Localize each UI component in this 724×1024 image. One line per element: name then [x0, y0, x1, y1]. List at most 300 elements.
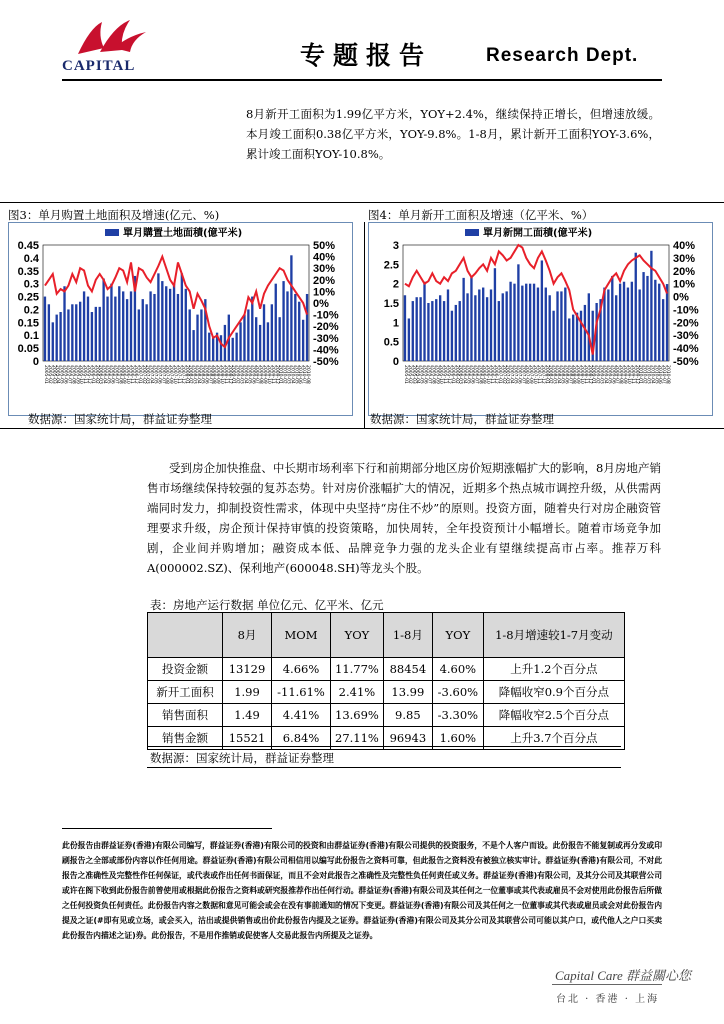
bar — [235, 333, 237, 361]
bar — [627, 288, 629, 361]
bar — [294, 294, 296, 361]
x-tick-label: 2005-08 — [430, 365, 436, 384]
intro-paragraph: 8月新开工面积为1.99亿平方米，YOY+2.4%，继续保持正增长，但增速放缓。本月竣工面积0.38亿平方米，YOY-9.8%。1-8月，累计新开工面积YOY-3.6%，累计竣工面积YOY-10.8%。 — [246, 107, 660, 161]
x-tick-label: 2008-09 — [575, 365, 581, 384]
y-right-tick-label: 30% — [673, 252, 696, 265]
y-right-tick-label: 20% — [673, 265, 696, 278]
bar — [212, 338, 214, 361]
x-tick-label: 2005-10 — [78, 365, 84, 384]
bar — [149, 291, 151, 361]
x-tick-label: 2008-01 — [183, 365, 189, 384]
y-right-tick-label: -10% — [673, 304, 699, 317]
x-tick-label: 2005-10 — [438, 365, 444, 384]
x-tick-label: 2007-02 — [500, 365, 506, 384]
x-tick-label: 2008-04 — [195, 365, 201, 384]
x-tick-label: 2008-10 — [578, 365, 584, 384]
x-tick-label: 2010-01 — [277, 365, 283, 384]
x-tick-label: 2010-07 — [661, 365, 667, 384]
bar — [427, 303, 429, 361]
bar — [635, 253, 637, 361]
y-right-tick-label: 30% — [313, 263, 336, 276]
table-cell: 15521 — [223, 727, 272, 750]
bar — [549, 295, 551, 361]
x-tick-label: 2007-08 — [524, 365, 530, 384]
bar — [545, 288, 547, 361]
bar — [584, 305, 586, 361]
table-header-cell: 1-8月 — [383, 613, 432, 658]
table-cell: -3.60% — [432, 681, 483, 704]
x-tick-label: 2010-08 — [305, 365, 311, 384]
bar — [189, 309, 191, 361]
bar — [181, 273, 183, 361]
bar — [278, 317, 280, 361]
y-left-tick-label: 0.15 — [17, 317, 39, 330]
x-tick-label: 2007-11 — [175, 365, 181, 384]
x-tick-label: 2005-09 — [74, 365, 80, 384]
x-tick-label: 2009-03 — [598, 365, 604, 384]
bar — [110, 284, 112, 361]
table-source-bottom-rule — [147, 767, 621, 768]
bar — [654, 280, 656, 361]
bar — [505, 291, 507, 361]
table-cell: 6.84% — [272, 727, 331, 750]
x-tick-label: 2006-03 — [457, 365, 463, 384]
x-tick-label: 2009-12 — [633, 365, 639, 384]
bar — [102, 279, 104, 361]
x-tick-label: 2009-09 — [622, 365, 628, 384]
bar — [63, 286, 65, 361]
bar — [443, 301, 445, 361]
figure-row-top-rule — [0, 202, 724, 203]
table-cell: 2.41% — [331, 681, 384, 704]
table-cell: 27.11% — [331, 727, 384, 750]
legend-swatch — [465, 229, 479, 236]
bar — [44, 297, 46, 361]
table-cell: 降幅收窄0.9个百分点 — [483, 681, 624, 704]
y-right-tick-label: -50% — [313, 356, 339, 368]
report-title: 专题报告 — [300, 41, 433, 70]
x-tick-label: 2010-02 — [641, 365, 647, 384]
bar — [498, 301, 500, 361]
table-cell: 13129 — [223, 658, 272, 681]
x-tick-label: 2009-11 — [269, 365, 275, 384]
x-tick-label: 2008-06 — [563, 365, 569, 384]
bar — [541, 260, 543, 361]
x-tick-label: 2009-05 — [246, 365, 252, 384]
x-tick-label: 2007-06 — [516, 365, 522, 384]
bar — [431, 301, 433, 361]
x-tick-label: 2009-11 — [629, 365, 635, 384]
table-row — [148, 704, 625, 727]
figure-4-source: 数据源：国家统计局，群益证券整理 — [370, 412, 554, 426]
x-tick-label: 2006-02 — [93, 365, 99, 384]
y-left-tick-label: 0.2 — [23, 304, 39, 317]
x-tick-label: 2006-07 — [113, 365, 119, 384]
x-tick-label: 2008-09 — [215, 365, 221, 384]
bar — [517, 264, 519, 361]
bar — [232, 338, 234, 361]
bar — [619, 284, 621, 361]
figure-row-bottom-rule — [0, 428, 724, 429]
x-tick-label: 2006-05 — [105, 365, 111, 384]
table-cell: 销售金额 — [148, 727, 223, 750]
x-tick-label: 2009-06 — [250, 365, 256, 384]
bar — [482, 288, 484, 361]
bar — [99, 307, 101, 361]
bar — [67, 309, 69, 361]
bar — [412, 301, 414, 361]
bar — [638, 289, 640, 361]
bar — [451, 311, 453, 361]
table-header-row — [148, 613, 625, 658]
y-right-tick-label: 50% — [313, 240, 336, 252]
x-tick-label: 2006-02 — [453, 365, 459, 384]
bar — [87, 297, 89, 361]
bar — [271, 304, 273, 361]
bar — [588, 293, 590, 361]
figure-3-chart — [8, 222, 353, 416]
bar — [75, 304, 77, 361]
x-tick-label: 2009-04 — [602, 365, 608, 384]
bar — [490, 289, 492, 361]
x-tick-label: 2007-01 — [496, 365, 502, 384]
x-tick-label: 2010-02 — [281, 365, 287, 384]
x-tick-label: 2010-05 — [293, 365, 299, 384]
x-tick-label: 2008-04 — [555, 365, 561, 384]
bar — [642, 272, 644, 361]
bar — [306, 294, 308, 361]
bar — [95, 307, 97, 361]
bar — [106, 297, 108, 361]
x-tick-label: 2007-03 — [504, 365, 510, 384]
bar — [576, 313, 578, 361]
x-tick-label: 2010-07 — [301, 365, 307, 384]
logo-wordmark: CAPITAL — [62, 58, 136, 74]
bar — [169, 289, 171, 361]
table-cell: 降幅收窄2.5个百分点 — [483, 704, 624, 727]
x-tick-label: 2007-10 — [532, 365, 538, 384]
table-cell: 4.66% — [272, 658, 331, 681]
bar — [423, 282, 425, 361]
x-tick-label: 2008-03 — [551, 365, 557, 384]
x-tick-label: 2005-11 — [82, 365, 88, 384]
x-tick-label: 2008-01 — [543, 365, 549, 384]
bar — [533, 284, 535, 361]
x-tick-label: 2006-11 — [129, 365, 135, 384]
x-tick-label: 2005-07 — [66, 365, 72, 384]
x-tick-label: 2008-06 — [203, 365, 209, 384]
x-tick-label: 2010-01 — [637, 365, 643, 384]
bar — [71, 304, 73, 361]
table-row — [148, 658, 625, 681]
bar — [157, 273, 159, 361]
x-tick-label: 2006-06 — [109, 365, 115, 384]
x-tick-label: 2005-02 — [406, 365, 412, 384]
x-tick-label: 2006-11 — [489, 365, 495, 384]
table-row — [148, 681, 625, 704]
department-label: Research Dept. — [486, 45, 639, 66]
legend-label: 單月購置土地面積(億平米) — [123, 228, 243, 239]
figure-divider — [364, 222, 365, 428]
bar — [161, 281, 163, 361]
x-tick-label: 2006-10 — [125, 365, 131, 384]
x-tick-label: 2007-07 — [520, 365, 526, 384]
bar — [126, 299, 128, 361]
bar — [408, 318, 410, 361]
bar — [173, 284, 175, 361]
y-left-tick-label: 2.5 — [383, 259, 399, 272]
x-tick-label: 2008-08 — [211, 365, 217, 384]
y-right-tick-label: 0% — [673, 291, 689, 304]
x-tick-label: 2005-05 — [418, 365, 424, 384]
y-left-tick-label: 0 — [392, 356, 399, 368]
x-tick-label: 2007-05 — [512, 365, 518, 384]
table-header-cell: MOM — [272, 613, 331, 658]
x-tick-label: 2005-05 — [58, 365, 64, 384]
bar — [537, 288, 539, 361]
x-tick-label: 2005-04 — [414, 365, 420, 384]
y-right-tick-label: -50% — [673, 356, 699, 368]
table-cell: 上升1.2个百分点 — [483, 658, 624, 681]
footer-brand: Capital Care 群益關心您 — [555, 968, 692, 983]
x-tick-label: 2006-08 — [117, 365, 123, 384]
bar — [447, 289, 449, 361]
x-tick-label: 2006-09 — [481, 365, 487, 384]
x-tick-label: 2010-03 — [285, 365, 291, 384]
bar — [290, 255, 292, 361]
bar — [165, 286, 167, 361]
table-cell: 4.60% — [432, 658, 483, 681]
main-paragraph: 受到房企加快推盘、中长期市场利率下行和前期部分地区房价短期涨幅扩大的影响，8月房地产销售市场继续保持较强的复苏态势。针对房价涨幅扩大的情况，近期多个热点城市调控升级，从供需两端同时发力，抑制投资性需求，体现中央坚持“房住不炒”的原则。投资方面，随着央行对房企融资管理要求升级，房企预计保持审慎的投资策略，加快周转，全年投资预计小幅增长。随着市场竞争加剧，企业间并购增加；融资成本低、品牌竞争力强的龙头企业有望继续提高市占率。推荐万科A(000002.SZ)、保利地产(600048.SH)等龙头个股。 — [147, 461, 661, 575]
table-cell: 13.99 — [383, 681, 432, 704]
x-tick-label: 2007-08 — [164, 365, 170, 384]
x-tick-label: 2005-04 — [54, 365, 60, 384]
x-tick-label: 2010-04 — [289, 365, 295, 384]
x-tick-label: 2008-03 — [191, 365, 197, 384]
x-tick-label: 2007-07 — [160, 365, 166, 384]
x-tick-label: 2010-04 — [649, 365, 655, 384]
y-left-tick-label: 0.25 — [17, 291, 39, 304]
bar — [220, 335, 222, 361]
disclaimer-rule — [62, 828, 272, 829]
y-left-tick-label: 2 — [392, 278, 399, 291]
figure-3-caption: 图3：单月购置土地面积及增速(亿元、%) — [8, 208, 220, 222]
y-left-tick-label: 0.45 — [17, 240, 39, 252]
bar — [196, 315, 198, 361]
x-tick-label: 2006-01 — [449, 365, 455, 384]
bar — [466, 293, 468, 361]
table-cell: 9.85 — [383, 704, 432, 727]
y-right-tick-label: -10% — [313, 309, 339, 322]
bar — [282, 281, 284, 361]
table-cell: -11.61% — [272, 681, 331, 704]
data-table — [147, 612, 625, 750]
bar — [243, 315, 245, 361]
bar — [83, 291, 85, 361]
bar — [666, 284, 668, 361]
y-right-tick-label: 0% — [313, 298, 329, 310]
table-cell: 88454 — [383, 658, 432, 681]
company-logo — [70, 18, 150, 58]
disclaimer-text: 此份报告由群益证券(香港)有限公司编写，群益证券(香港)有限公司的投资和由群益证券(香港)有限公司提供的投资服务，不是个人客户而设。此份报告不能复制或再分发或印刷报告之全部或部份内容以作任何用途。群益证券(香港)有限公司相信用以编写此份报告之资料可靠，但此报告之资料没有被独立核实审计。群益证券(香港)有限公司，不对此报告之准确性及完整性作任何保证，或代表或作出任何书面保证，而且不会对此报告之准确性及完整性负任何责任或义务。群益证券(香港)有限公司，及其分公司及其联营公司或许在阁下收到此份报告前曾使用或根据此份报告之资料或研究报推荐作出任何行动。群益证券(香港)有限公司及其任何之一位董事或其代表或雇员不会对使用此份报告后所做之任何投资负任何责任。此份报告内容之数据和意见可能会或会在没有事前通知的情况下变更。群益证券(香港)有限公司及其任何之一位董事或其代表或雇员或会对此份报告内提及之证(#即有见或立场，或会买入，沽出或提供销售或出价此份报告内提及之证券。群益证券(香港)有限公司及其分公司及其联营公司可能以其户口，或代他人之户口买卖此份报告内描述之证)券。此份报告，不是用作推销或促使客人交易此报告内所提及之证券。 — [62, 841, 662, 940]
bar — [646, 276, 648, 361]
bar — [623, 282, 625, 361]
x-tick-label: 2007-01 — [136, 365, 142, 384]
bar — [114, 297, 116, 361]
y-left-tick-label: 0.5 — [383, 336, 399, 349]
x-tick-label: 2006-04 — [101, 365, 107, 384]
bar — [502, 293, 504, 361]
legend-label: 單月新開工面積(億平米) — [483, 228, 593, 239]
bar — [247, 309, 249, 361]
bar — [439, 295, 441, 361]
y-right-tick-label: -40% — [313, 344, 339, 357]
x-tick-label: 2007-10 — [172, 365, 178, 384]
bar — [474, 295, 476, 361]
x-tick-label: 2008-07 — [207, 365, 213, 384]
bar — [462, 278, 464, 361]
bar — [607, 289, 609, 361]
bar — [580, 311, 582, 361]
x-tick-label: 2007-12 — [179, 365, 185, 384]
y-left-tick-label: 0.1 — [23, 330, 39, 343]
bar — [91, 312, 93, 361]
x-tick-label: 2009-08 — [618, 365, 624, 384]
bar — [486, 297, 488, 361]
bar — [79, 302, 81, 361]
table-cell: 投资金额 — [148, 658, 223, 681]
bar — [478, 289, 480, 361]
x-tick-label: 2005-12 — [85, 365, 91, 384]
table-cell: 销售面积 — [148, 704, 223, 727]
x-tick-label: 2008-11 — [582, 365, 588, 384]
table-header-cell: 1-8月增速较1-7月变动 — [483, 613, 624, 658]
header-rule — [62, 79, 662, 81]
bar — [267, 322, 269, 361]
x-tick-label: 2007-03 — [144, 365, 150, 384]
table-cell: 11.77% — [331, 658, 384, 681]
x-tick-label: 2009-02 — [594, 365, 600, 384]
bar — [122, 291, 124, 361]
y-right-tick-label: -40% — [673, 343, 699, 356]
table-caption: 表：房地产运行数据 单位亿元、亿平米、亿元 — [150, 598, 384, 612]
x-tick-label: 2007-11 — [535, 365, 541, 384]
x-tick-label: 2009-07 — [614, 365, 620, 384]
bar — [153, 294, 155, 361]
bar — [59, 312, 61, 361]
table-source-rule — [147, 746, 621, 747]
bar — [185, 289, 187, 361]
bar — [611, 276, 613, 361]
bar — [255, 317, 257, 361]
y-left-tick-label: 1.5 — [383, 298, 399, 310]
x-tick-label: 2008-10 — [218, 365, 224, 384]
bar — [200, 309, 202, 361]
bar — [404, 295, 406, 361]
land-purchase-chart-svg — [9, 223, 352, 415]
x-tick-label: 2009-12 — [273, 365, 279, 384]
x-tick-label: 2010-05 — [653, 365, 659, 384]
x-tick-label: 2006-05 — [465, 365, 471, 384]
bar — [145, 304, 147, 361]
bar — [52, 322, 54, 361]
bar — [118, 286, 120, 361]
x-tick-label: 2009-10 — [625, 365, 631, 384]
x-tick-label: 2009-09 — [262, 365, 268, 384]
bar — [513, 284, 515, 361]
x-tick-label: 2009-01 — [230, 365, 236, 384]
table-header-cell: 8月 — [223, 613, 272, 658]
bar — [251, 297, 253, 361]
bar — [662, 299, 664, 361]
logo-mark-icon — [70, 18, 150, 58]
bar — [275, 284, 277, 361]
bar — [419, 297, 421, 361]
bar — [615, 295, 617, 361]
table-header-cell: YOY — [331, 613, 384, 658]
x-tick-label: 2006-06 — [469, 365, 475, 384]
x-tick-label: 2008-12 — [226, 365, 232, 384]
x-tick-label: 2010-06 — [297, 365, 303, 384]
figure-4-caption: 图4：单月新开工面积及增速（亿平米、%） — [368, 208, 594, 222]
bar — [56, 315, 58, 361]
y-right-tick-label: 20% — [313, 274, 336, 287]
x-tick-label: 2006-07 — [473, 365, 479, 384]
y-left-tick-label: 0.35 — [17, 265, 39, 278]
y-left-tick-label: 0.3 — [23, 278, 39, 291]
x-tick-label: 2010-03 — [645, 365, 651, 384]
y-left-tick-label: 3 — [392, 240, 399, 252]
x-tick-label: 2006-10 — [485, 365, 491, 384]
bar — [286, 291, 288, 361]
bar — [298, 302, 300, 361]
x-tick-label: 2007-12 — [539, 365, 545, 384]
y-right-tick-label: -20% — [313, 321, 339, 334]
table-cell: 上升3.7个百分点 — [483, 727, 624, 750]
x-tick-label: 2009-02 — [234, 365, 240, 384]
y-right-tick-label: 40% — [673, 240, 696, 252]
x-tick-label: 2009-03 — [238, 365, 244, 384]
x-tick-label: 2005-07 — [426, 365, 432, 384]
table-cell: 96943 — [383, 727, 432, 750]
bar — [263, 304, 265, 361]
table-header-cell: YOY — [432, 613, 483, 658]
x-tick-label: 2005-08 — [70, 365, 76, 384]
footer-rule — [552, 984, 662, 985]
x-tick-label: 2010-08 — [665, 365, 671, 384]
x-tick-label: 2008-11 — [222, 365, 228, 384]
x-tick-label: 2005-11 — [442, 365, 448, 384]
x-tick-label: 2009-01 — [590, 365, 596, 384]
table-cell: 1.99 — [223, 681, 272, 704]
table-cell: 4.41% — [272, 704, 331, 727]
bar — [525, 284, 527, 361]
x-tick-label: 2006-04 — [461, 365, 467, 384]
bar — [658, 284, 660, 361]
table-source: 数据源：国家统计局，群益证券整理 — [150, 751, 334, 765]
y-left-tick-label: 0.4 — [23, 252, 39, 265]
table-cell: -3.30% — [432, 704, 483, 727]
x-tick-label: 2009-08 — [258, 365, 264, 384]
bar — [259, 325, 261, 361]
x-tick-label: 2007-02 — [140, 365, 146, 384]
bar — [470, 276, 472, 361]
bar — [48, 304, 50, 361]
legend-swatch — [105, 229, 119, 236]
x-tick-label: 2005-03 — [50, 365, 56, 384]
bar — [494, 268, 496, 361]
x-tick-label: 2008-08 — [571, 365, 577, 384]
